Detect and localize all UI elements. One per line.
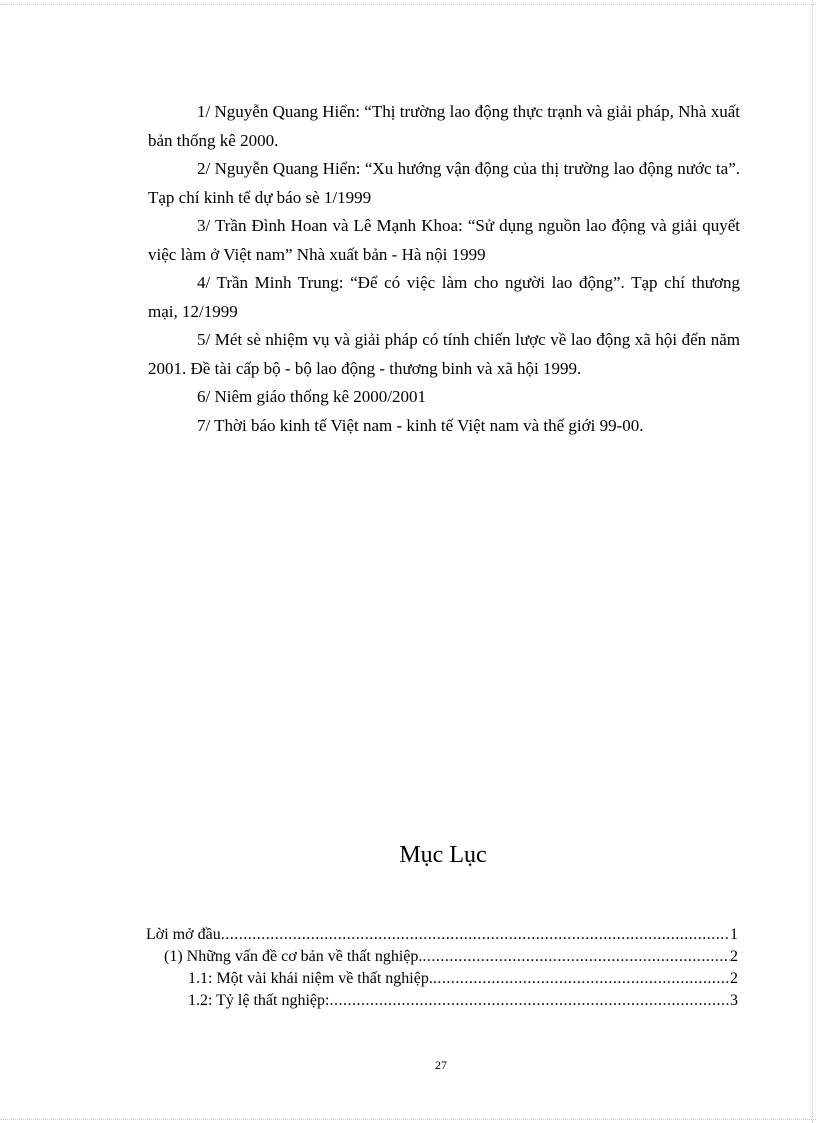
toc-entry — [146, 946, 738, 968]
toc-title: Mục Lục — [399, 842, 487, 868]
reference-item: 7/ Thời báo kinh tế Việt nam - kinh tế Việt nam và thế giới 99-00. — [197, 415, 644, 435]
reference-item: 3/ Trần Đình Hoan và Lê Mạnh Khoa: “Sử dụng nguồn lao động và giải quyết việc làm ở Việt nam” Nhà xuất bản - Hà nội 1999 — [148, 216, 740, 264]
reference-item: 2/ Nguyễn Quang Hiển: “Xu hướng vận động của thị trường lao động nước ta”. Tạp chí kinh tế dự báo sè 1/1999 — [148, 159, 740, 207]
toc-entry-text: Lời mở đầu — [146, 926, 221, 943]
toc-entry-page: 2 — [730, 970, 738, 987]
reference-item: 5/ Mét sè nhiệm vụ và giải pháp có tính chiến lược về lao động xã hội đến năm 2001. Đề tài cấp bộ - bộ lao động - thương binh và xã hội 1999. — [148, 330, 740, 378]
toc-entry — [146, 990, 738, 1012]
page-border-right — [812, 0, 813, 1123]
toc-entry-text: (1) Những vấn đề cơ bản về thất nghiệp. — [164, 948, 423, 965]
reference-item: 1/ Nguyễn Quang Hiển: “Thị trường lao động thực trạnh và giải pháp, Nhà xuất bản thống kê 2000. — [148, 102, 740, 150]
toc-entry-text: 1.2: Tỷ lệ thất nghiệp: — [188, 992, 330, 1009]
toc-leader-dots — [221, 924, 730, 946]
table-of-contents — [146, 924, 738, 1012]
references-list — [148, 98, 740, 440]
toc-entry-page: 2 — [730, 948, 738, 965]
reference-item: 4/ Trần Minh Trung: “Để có việc làm cho người lao động”. Tạp chí thương mại, 12/1999 — [148, 273, 740, 321]
page-border-bottom — [0, 1119, 816, 1120]
toc-entry-page: 1 — [730, 926, 738, 943]
toc-entry — [146, 968, 738, 990]
toc-entry-text: 1.1: Một vài khái niệm về thất nghiệp. — [188, 970, 433, 987]
toc-leader-dots — [433, 968, 730, 990]
toc-entry — [146, 924, 738, 946]
page-border-top — [0, 4, 816, 5]
reference-item: 6/ Niêm giáo thống kê 2000/2001 — [197, 387, 427, 406]
toc-leader-dots — [422, 946, 730, 968]
toc-leader-dots — [329, 990, 730, 1012]
toc-entry-page: 3 — [730, 992, 738, 1009]
page-number: 27 — [435, 1058, 447, 1072]
